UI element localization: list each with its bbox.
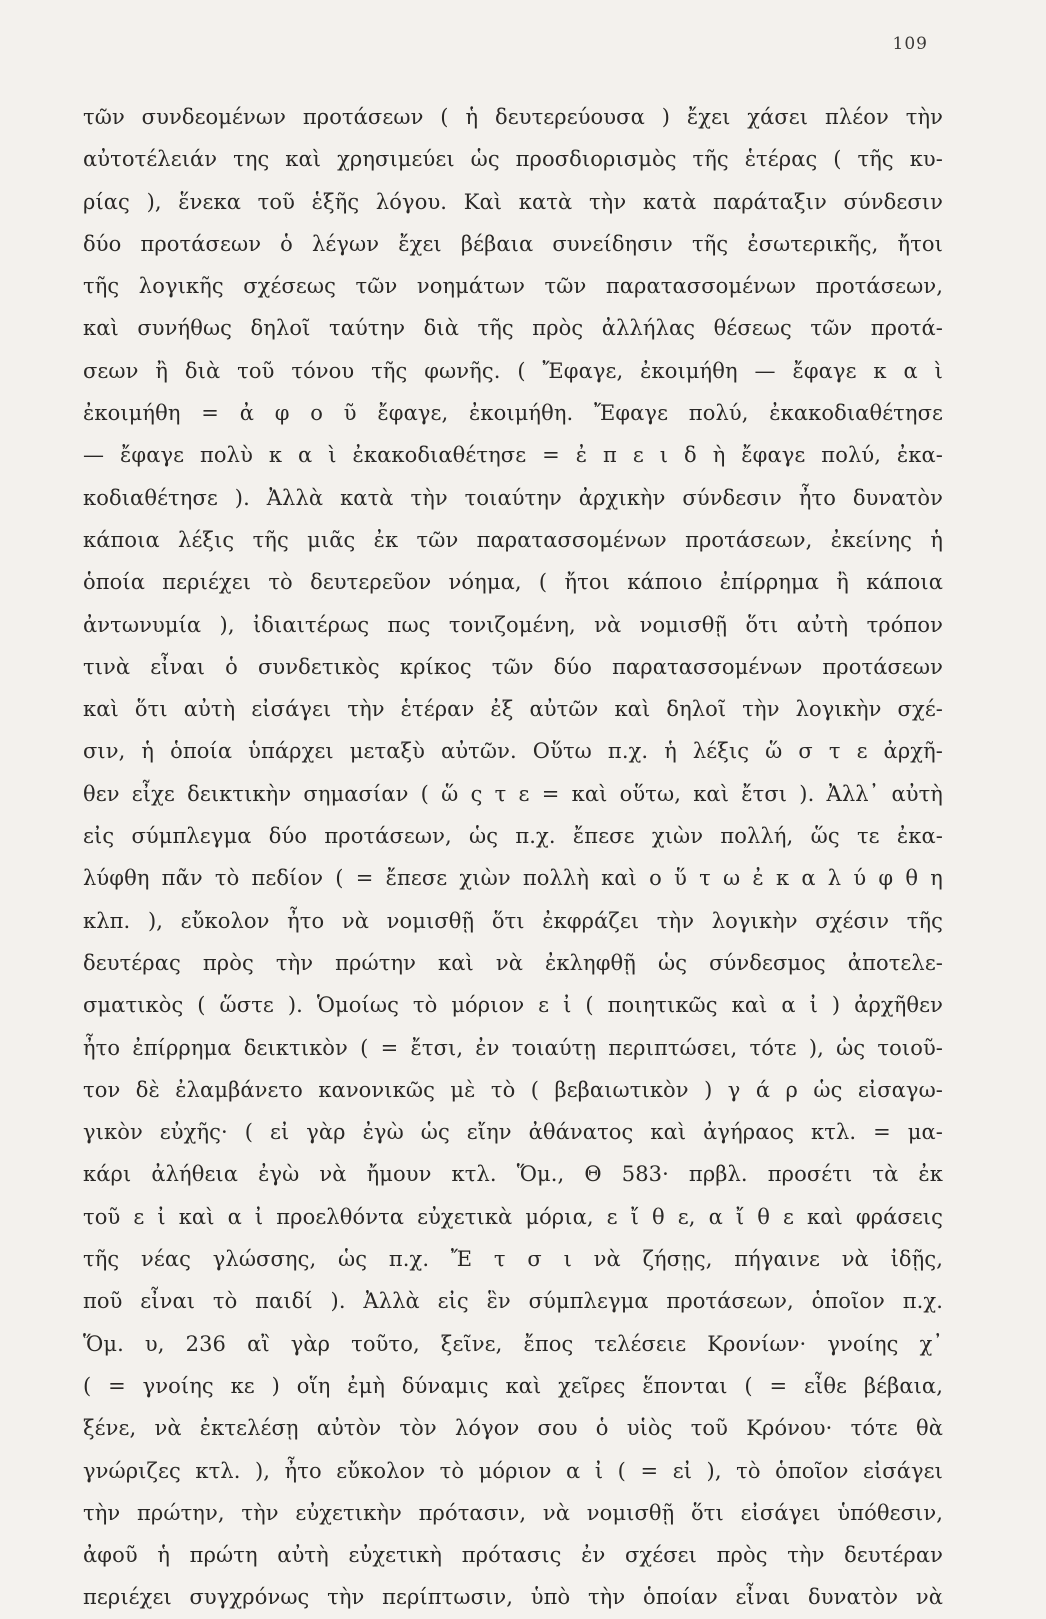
text-line: κάρι ἀλήθεια ἐγὼ νὰ ἤμουν κτλ. Ὅμ., Θ 583· πρβλ. προσέτι τὰ ἐκ bbox=[83, 1162, 943, 1187]
text-line: εἰς σύμπλεγμα δύο προτάσεων, ὡς π.χ. ἔπεσε χιὼν πολλή, ὥς τε ἐκα- bbox=[83, 824, 943, 849]
text-line: δευτέρας πρὸς τὴν πρώτην καὶ νὰ ἐκληφθῇ ὡς σύνδεσμος ἀποτελε- bbox=[83, 950, 943, 975]
text-line: τον δὲ ἐλαμβάνετο κανονικῶς μὲ τὸ ( βεβαιωτικὸν ) γ ά ρ ὡς εἰσαγω- bbox=[83, 1077, 943, 1102]
text-line: κλπ. ), εὔκολον ἦτο νὰ νομισθῇ ὅτι ἐκφράζει τὴν λογικὴν σχέσιν τῆς bbox=[83, 908, 943, 933]
text-line: καὶ ὅτι αὐτὴ εἰσάγει τὴν ἑτέραν ἐξ αὐτῶν καὶ δηλοῖ τὴν λογικὴν σχέ- bbox=[83, 697, 943, 722]
text-line: γνώριζες κτλ. ), ἦτο εὔκολον τὸ μόριον α ἰ ( = εἰ ), τὸ ὁποῖον εἰσάγει bbox=[83, 1458, 943, 1483]
text-line: περιέχει συγχρόνως τὴν περίπτωσιν, ὑπὸ τὴν ὁποίαν εἶναι δυνατὸν νὰ bbox=[83, 1585, 943, 1610]
text-line: καὶ συνήθως δηλοῖ ταύτην διὰ τῆς πρὸς ἀλλήλας θέσεως τῶν προτά- bbox=[83, 316, 943, 341]
body-text bbox=[83, 96, 943, 1619]
text-line: τῆς λογικῆς σχέσεως τῶν νοημάτων τῶν παρατασσομένων προτάσεων, bbox=[83, 274, 943, 299]
page-number: 109 bbox=[892, 34, 928, 54]
text-line: δύο προτάσεων ὁ λέγων ἔχει βέβαια συνείδησιν τῆς ἐσωτερικῆς, ἤτοι bbox=[83, 231, 943, 256]
text-line: ὁποία περιέχει τὸ δευτερεῦον νόημα, ( ἤτοι κάποιο ἐπίρρημα ἢ κάποια bbox=[83, 570, 943, 595]
text-line: ξένε, νὰ ἐκτελέσῃ αὐτὸν τὸν λόγον σου ὁ υἱὸς τοῦ Κρόνου· τότε θὰ bbox=[83, 1416, 943, 1441]
text-line: κοδιαθέτησε ). Ἀλλὰ κατὰ τὴν τοιαύτην ἀρχικὴν σύνδεσιν ἦτο δυνατὸν bbox=[83, 485, 943, 510]
text-line: τινὰ εἶναι ὁ συνδετικὸς κρίκος τῶν δύο παρατασσομένων προτάσεων bbox=[83, 654, 943, 679]
text-line: — ἔφαγε πολὺ κ α ὶ ἐκακοδιαθέτησε = ἐ π ε ι δ ὴ ἔφαγε πολύ, ἐκα- bbox=[83, 443, 943, 468]
text-line: ποῦ εἶναι τὸ παιδί ). Ἀλλὰ εἰς ἓν σύμπλεγμα προτάσεων, ὁποῖον π.χ. bbox=[83, 1289, 943, 1314]
text-line: σιν, ἡ ὁποία ὑπάρχει μεταξὺ αὐτῶν. Οὕτω π.χ. ἡ λέξις ὥ σ τ ε ἀρχῆ- bbox=[83, 739, 943, 764]
text-line: ἀφοῦ ἡ πρώτη αὐτὴ εὐχετικὴ πρότασις ἐν σχέσει πρὸς τὴν δευτέραν bbox=[83, 1543, 943, 1568]
text-line: τῶν συνδεομένων προτάσεων ( ἡ δευτερεύουσα ) ἔχει χάσει πλέον τὴν bbox=[83, 105, 943, 129]
text-line: λύφθη πᾶν τὸ πεδίον ( = ἔπεσε χιὼν πολλὴ καὶ ο ὕ τ ω ἐ κ α λ ύ φ θ η bbox=[83, 866, 943, 891]
text-line: σεων ἢ διὰ τοῦ τόνου τῆς φωνῆς. ( Ἔφαγε, ἐκοιμήθη — ἔφαγε κ α ὶ bbox=[83, 358, 943, 383]
text-line: τῆς νέας γλώσσης, ὡς π.χ. Ἔ τ σ ι νὰ ζήσῃς, πήγαινε νὰ ἰδῇς, bbox=[83, 1247, 943, 1272]
text-line: ἐκοιμήθη = ἀ φ ο ῦ ἔφαγε, ἐκοιμήθη. Ἔφαγε πολύ, ἐκακοδιαθέτησε bbox=[83, 401, 943, 426]
text-line: ἦτο ἐπίρρημα δεικτικὸν ( = ἔτσι, ἐν τοιαύτῃ περιπτώσει, τότε ), ὡς τοιοῦ- bbox=[83, 1035, 943, 1060]
text-line: ἀντωνυμία ), ἰδιαιτέρως πως τονιζομένη, νὰ νομισθῇ ὅτι αὐτὴ τρόπον bbox=[83, 612, 943, 637]
text-line: Ὅμ. υ, 236 αἲ γὰρ τοῦτο, ξεῖνε, ἔπος τελέσειε Κρονίων· γνοίης χ᾽ bbox=[83, 1331, 943, 1356]
text-line: τὴν πρώτην, τὴν εὐχετικὴν πρότασιν, νὰ νομισθῇ ὅτι εἰσάγει ὑπόθεσιν, bbox=[83, 1500, 943, 1525]
text-line: θεν εἶχε δεικτικὴν σημασίαν ( ὥ ς τ ε = καὶ οὕτω, καὶ ἔτσι ). Ἀλλ᾽ αὐτὴ bbox=[83, 781, 943, 806]
text-line: τοῦ ε ἰ καὶ α ἰ προελθόντα εὐχετικὰ μόρια, ε ἴ θ ε, α ἴ θ ε καὶ φράσεις bbox=[83, 1204, 943, 1229]
text-line: σματικὸς ( ὥστε ). Ὁμοίως τὸ μόριον ε ἰ ( ποιητικῶς καὶ α ἰ ) ἀρχῆθεν bbox=[83, 993, 943, 1018]
text-line: γικὸν εὐχῆς· ( εἰ γὰρ ἐγὼ ὡς εἴην ἀθάνατος καὶ ἀγήραος κτλ. = μα- bbox=[83, 1120, 943, 1145]
text-line: ρίας ), ἕνεκα τοῦ ἑξῆς λόγου. Καὶ κατὰ τὴν κατὰ παράταξιν σύνδεσιν bbox=[83, 189, 943, 214]
text-line: κάποια λέξις τῆς μιᾶς ἐκ τῶν παρατασσομένων προτάσεων, ἐκείνης ἡ bbox=[83, 527, 943, 552]
text-line: ( = γνοίης κε ) οἵη ἐμὴ δύναμις καὶ χεῖρες ἕπονται ( = εἶθε βέβαια, bbox=[83, 1373, 943, 1398]
text-line: αὐτοτέλειάν της καὶ χρησιμεύει ὡς προσδιορισμὸς τῆς ἑτέρας ( τῆς κυ- bbox=[83, 147, 943, 172]
